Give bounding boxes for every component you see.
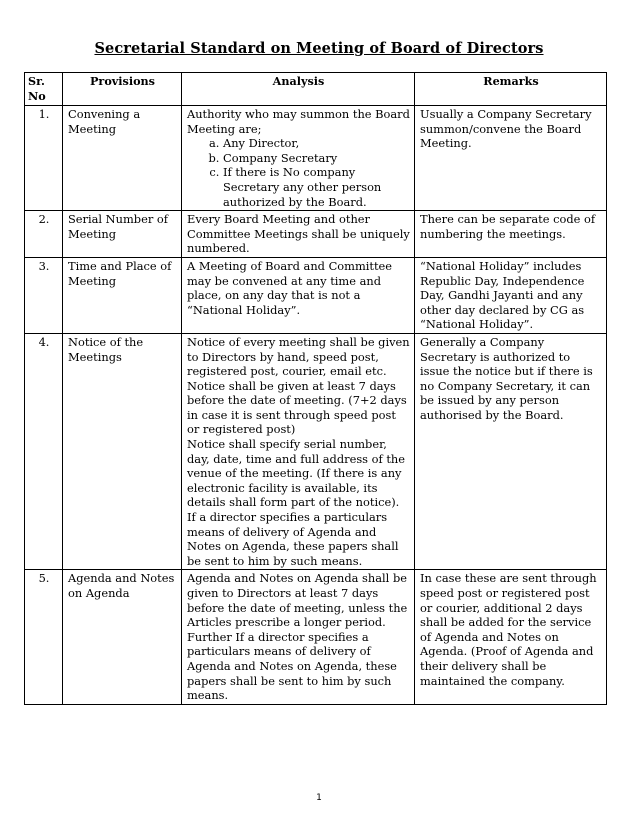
list-item: b. Company Secretary bbox=[223, 151, 410, 166]
row-analysis: A Meeting of Board and Committee may be convened at any time and place, on any day that is not a “National Holiday”. bbox=[182, 257, 415, 333]
analysis-paragraph: Notice shall specify serial number, day, date, time and full address of the venue of the meeting. (If there is any electronic facility is available, its details shall form part of the notice). If a director specifies a particulars means of delivery of Agenda and Notes on Agenda, these papers shall be sent to him by such means. bbox=[187, 437, 405, 568]
provisions-table bbox=[24, 72, 607, 705]
row-remarks: There can be separate code of numbering the meetings. bbox=[415, 211, 607, 258]
row-sr-no: 1. bbox=[25, 106, 63, 211]
analysis-paragraph: Further If a director specifies a particulars means of delivery of Agenda and Notes on Agenda, these papers shall be sent to him by such means. bbox=[187, 629, 397, 703]
table-row bbox=[25, 211, 607, 258]
row-sr-no: 3. bbox=[25, 257, 63, 333]
table-row bbox=[25, 570, 607, 704]
row-remarks: In case these are sent through speed post or registered post or courier, additional 2 days shall be added for the service of Agenda and Notes on Agenda. (Proof of Agenda and their delivery shall be maintained the company. bbox=[415, 570, 607, 704]
table-row bbox=[25, 333, 607, 570]
header-remarks: Remarks bbox=[415, 73, 607, 106]
analysis-paragraph: Agenda and Notes on Agenda shall be given to Directors at least 7 days before the date of meeting, unless the Articles prescribe a longer period. bbox=[187, 571, 408, 630]
document-title: Secretarial Standard on Meeting of Board of Directors bbox=[94, 40, 544, 57]
analysis-intro: Authority who may summon the Board Meeting are; bbox=[187, 107, 410, 136]
row-remarks: “National Holiday” includes Republic Day, Independence Day, Gandhi Jayanti and any other day declared by CG as “National Holiday”. bbox=[415, 257, 607, 333]
row-remarks: Generally a Company Secretary is authorized to issue the notice but if there is no Company Secretary, it can be issued by any person authorised by the Board. bbox=[415, 333, 607, 570]
table-row bbox=[25, 257, 607, 333]
row-analysis: Every Board Meeting and other Committee Meetings shall be uniquely numbered. bbox=[182, 211, 415, 258]
table-header-row bbox=[25, 73, 607, 106]
row-remarks: Usually a Company Secretary summon/convene the Board Meeting. bbox=[415, 106, 607, 211]
header-analysis: Analysis bbox=[182, 73, 415, 106]
analysis-paragraph: Notice shall be given at least 7 days before the date of meeting. (7+2 days in case it is sent through speed post or registered post) bbox=[187, 378, 407, 437]
row-provision: Notice of the Meetings bbox=[63, 333, 182, 570]
row-sr-no: 2. bbox=[25, 211, 63, 258]
header-sr-no: Sr. No bbox=[25, 73, 63, 106]
list-item: c. If there is No company Secretary any other person authorized by the Board. bbox=[223, 165, 410, 209]
authority-list bbox=[187, 136, 410, 209]
row-sr-no: 5. bbox=[25, 570, 63, 704]
row-analysis bbox=[182, 570, 415, 704]
row-sr-no: 4. bbox=[25, 333, 63, 570]
analysis-paragraph: Notice of every meeting shall be given to Directors by hand, speed post, registered post, courier, email etc. bbox=[187, 334, 410, 379]
header-provisions: Provisions bbox=[63, 73, 182, 106]
table-row bbox=[25, 106, 607, 211]
row-analysis bbox=[182, 333, 415, 570]
row-provision: Time and Place of Meeting bbox=[63, 257, 182, 333]
row-provision: Agenda and Notes on Agenda bbox=[63, 570, 182, 704]
page-number: 1 bbox=[316, 793, 322, 803]
row-analysis bbox=[182, 106, 415, 211]
list-item: a. Any Director, bbox=[223, 136, 410, 151]
row-provision: Convening a Meeting bbox=[63, 106, 182, 211]
row-provision: Serial Number of Meeting bbox=[63, 211, 182, 258]
